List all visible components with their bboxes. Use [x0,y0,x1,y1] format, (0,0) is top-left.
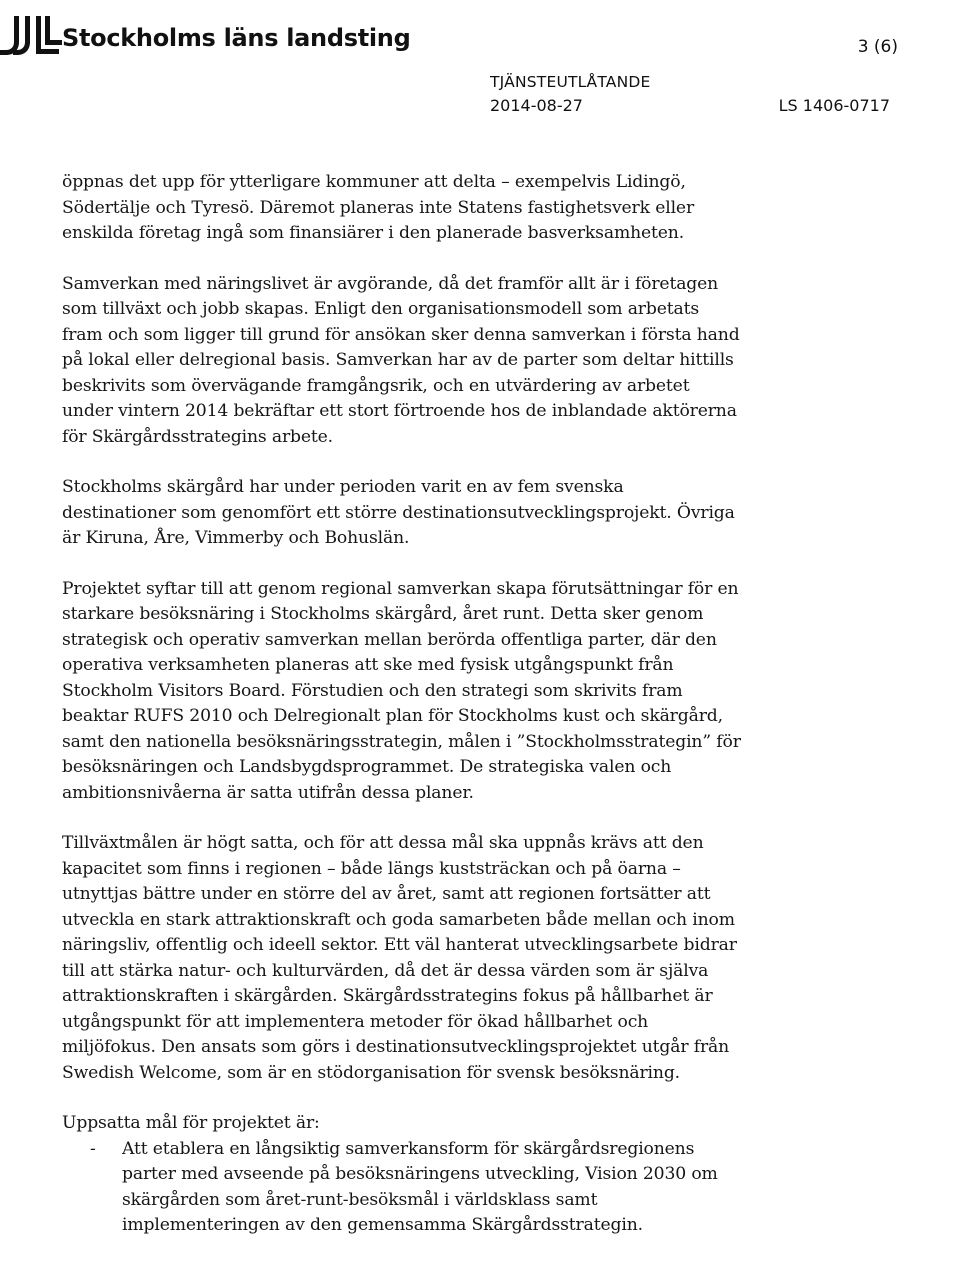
paragraph: Projektet syftar till att genom regional samverkan skapa förutsättningar för en starkare besöksnäring i Stockholms skärgård, året runt. Detta sker genom strategisk och operativ samverkan mellan berörda offentliga parter, där den operativa verksamheten planeras att ske med fysisk utgångspunkt från Stockholm Visitors Board. Förstudien och den strategi som skrivits fram beaktar RUFS 2010 och Delregionalt plan för Stockholms kust och skärgård, samt den nationella besöksnäringsstrategin, målen i ”Stockholmsstrategin” för besöksnäringen och Landsbygdsprogrammet. De strategiska valen och ambitionsnivåerna är satta utifrån dessa planer. [62,578,741,803]
document-date: 2014-08-27 [490,96,583,115]
paragraph: Tillväxtmålen är högt satta, och för att dessa mål ska uppnås krävs att den kapacitet som finns i regionen – både längs kuststräckan och på öarna – utnyttjas bättre under en större del av året, samt att regionen fortsätter att utveckla en stark attraktionskraft och goda samarbeten både mellan och inom näringsliv, offentlig och ideell sektor. Ett väl hanterat utvecklingsarbete bidrar till att stärka natur- och kulturvärden, då det är dessa värden som är själva attraktionskraften i skärgården. Skärgårdsstrategins fokus på hållbarhet är utgångspunkt för att implementera metoder för ökad hållbarhet och miljöfokus. Den ansats som görs i destinationsutvecklingsprojektet utgår från Swedish Welcome, som är en stödorganisation för svensk besöksnäring. [62,833,737,1083]
document-header [0,0,960,130]
document-type: TJÄNSTEUTLÅTANDE [490,73,651,91]
organization-name: Stockholms läns landsting [62,24,411,52]
paragraph: Samverkan med näringslivet är avgörande, då det framför allt är i företagen som tillväxt och jobb skapas. Enligt den organisationsmodell som arbetats fram och som ligger till grund för ansökan sker denna samverkan i första hand på lokal eller delregional basis. Samverkan har av de parter som deltar hittills beskrivits som övervägande framgångsrik, och en utvärdering av arbetet under vintern 2014 bekräftar ett stort förtroende hos de inblandade aktörerna för Skärgårdsstrategins arbete. [62,273,740,447]
page-number: 3 (6) [857,37,898,57]
paragraph: Stockholms skärgård har under perioden varit en av fem svenska destinationer som genomfört ett större destinationsutvecklingsprojekt. Övriga är Kiruna, Åre, Vimmerby och Bohuslän. [62,477,735,548]
sll-logo-icon [0,12,64,62]
document-body [62,170,742,1239]
goals-list [62,1137,742,1239]
document-reference: LS 1406-0717 [778,96,890,115]
list-item-text: Att etablera en långsiktig samverkansform för skärgårdsregionens parter med avseende på besöksnäringens utveckling, Vision 2030 om skärgården som året-runt-besöksmål i världsklass samt implementeringen av den gemensamma Skärgårdsstrategin. [122,1138,718,1235]
list-dash: - [90,1138,96,1159]
paragraph: öppnas det upp för ytterligare kommuner att delta – exempelvis Lidingö, Södertälje och Tyresö. Däremot planeras inte Statens fastighetsverk eller enskilda företag ingå som finansiärer i den planerade basverksamheten. [62,172,695,243]
list-item [62,1137,742,1239]
goals-intro: Uppsatta mål för projektet är: [62,1113,320,1133]
